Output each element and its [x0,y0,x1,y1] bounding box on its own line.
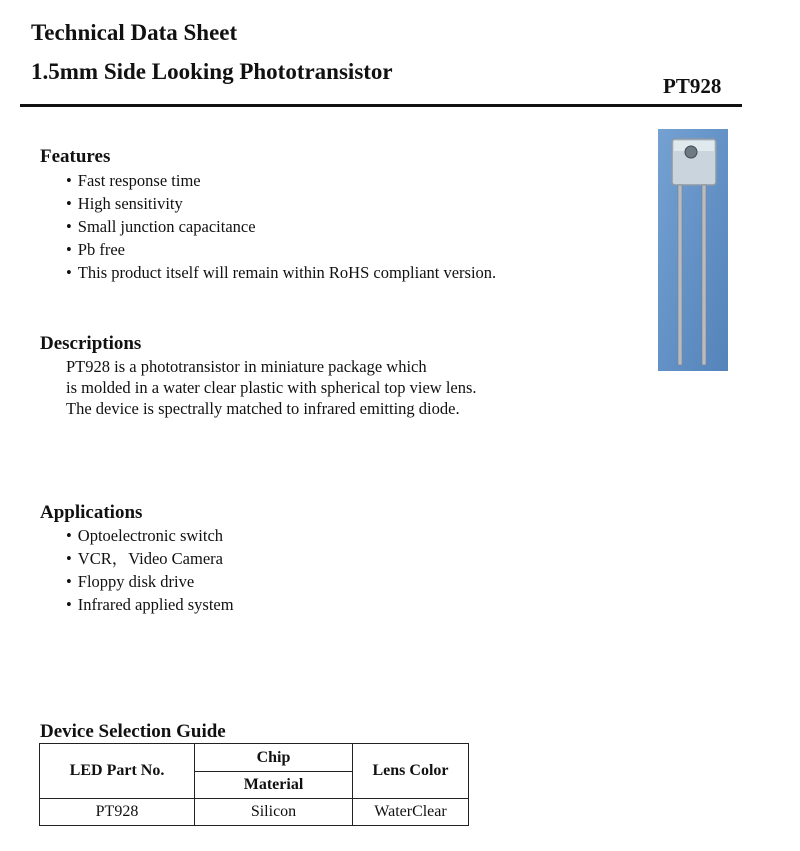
list-item: • This product itself will remain within RoHS compliant version. [66,261,496,284]
document-title: Technical Data Sheet [31,20,238,45]
lead-right [702,185,706,365]
list-item: • Infrared applied system [66,593,234,616]
cell-lens-color: WaterClear [353,799,469,826]
document-subtitle: 1.5mm Side Looking Phototransistor [31,59,393,84]
header-lens-color: Lens Color [353,744,469,799]
list-item: • VCR，Video Camera [66,547,234,570]
list-item: • Small junction capacitance [66,215,496,238]
list-item: • High sensitivity [66,192,496,215]
description-line: PT928 is a phototransistor in miniature package which [66,357,427,376]
list-item: • Fast response time [66,169,496,192]
lead-left [678,185,682,365]
selection-guide-table [39,743,469,826]
header-chip: Chip [195,744,353,772]
lens [685,146,697,158]
applications-list [66,524,234,616]
cell-material: Silicon [195,799,353,826]
header-material: Material [195,772,353,799]
guide-heading: Device Selection Guide [40,721,226,742]
features-heading: Features [40,146,111,167]
table-row [40,799,469,826]
part-number: PT928 [663,74,722,98]
header-part-no: LED Part No. [40,744,195,799]
cell-part-no: PT928 [40,799,195,826]
header-rule [20,104,742,107]
features-list [66,169,496,284]
list-item: • Floppy disk drive [66,570,234,593]
list-item: • Optoelectronic switch [66,524,234,547]
description-line: The device is spectrally matched to infrared emitting diode. [66,399,460,418]
descriptions-text [66,356,477,419]
product-photo [658,129,728,371]
applications-heading: Applications [40,502,143,523]
descriptions-heading: Descriptions [40,333,142,354]
description-line: is molded in a water clear plastic with spherical top view lens. [66,378,477,397]
list-item: • Pb free [66,238,496,261]
